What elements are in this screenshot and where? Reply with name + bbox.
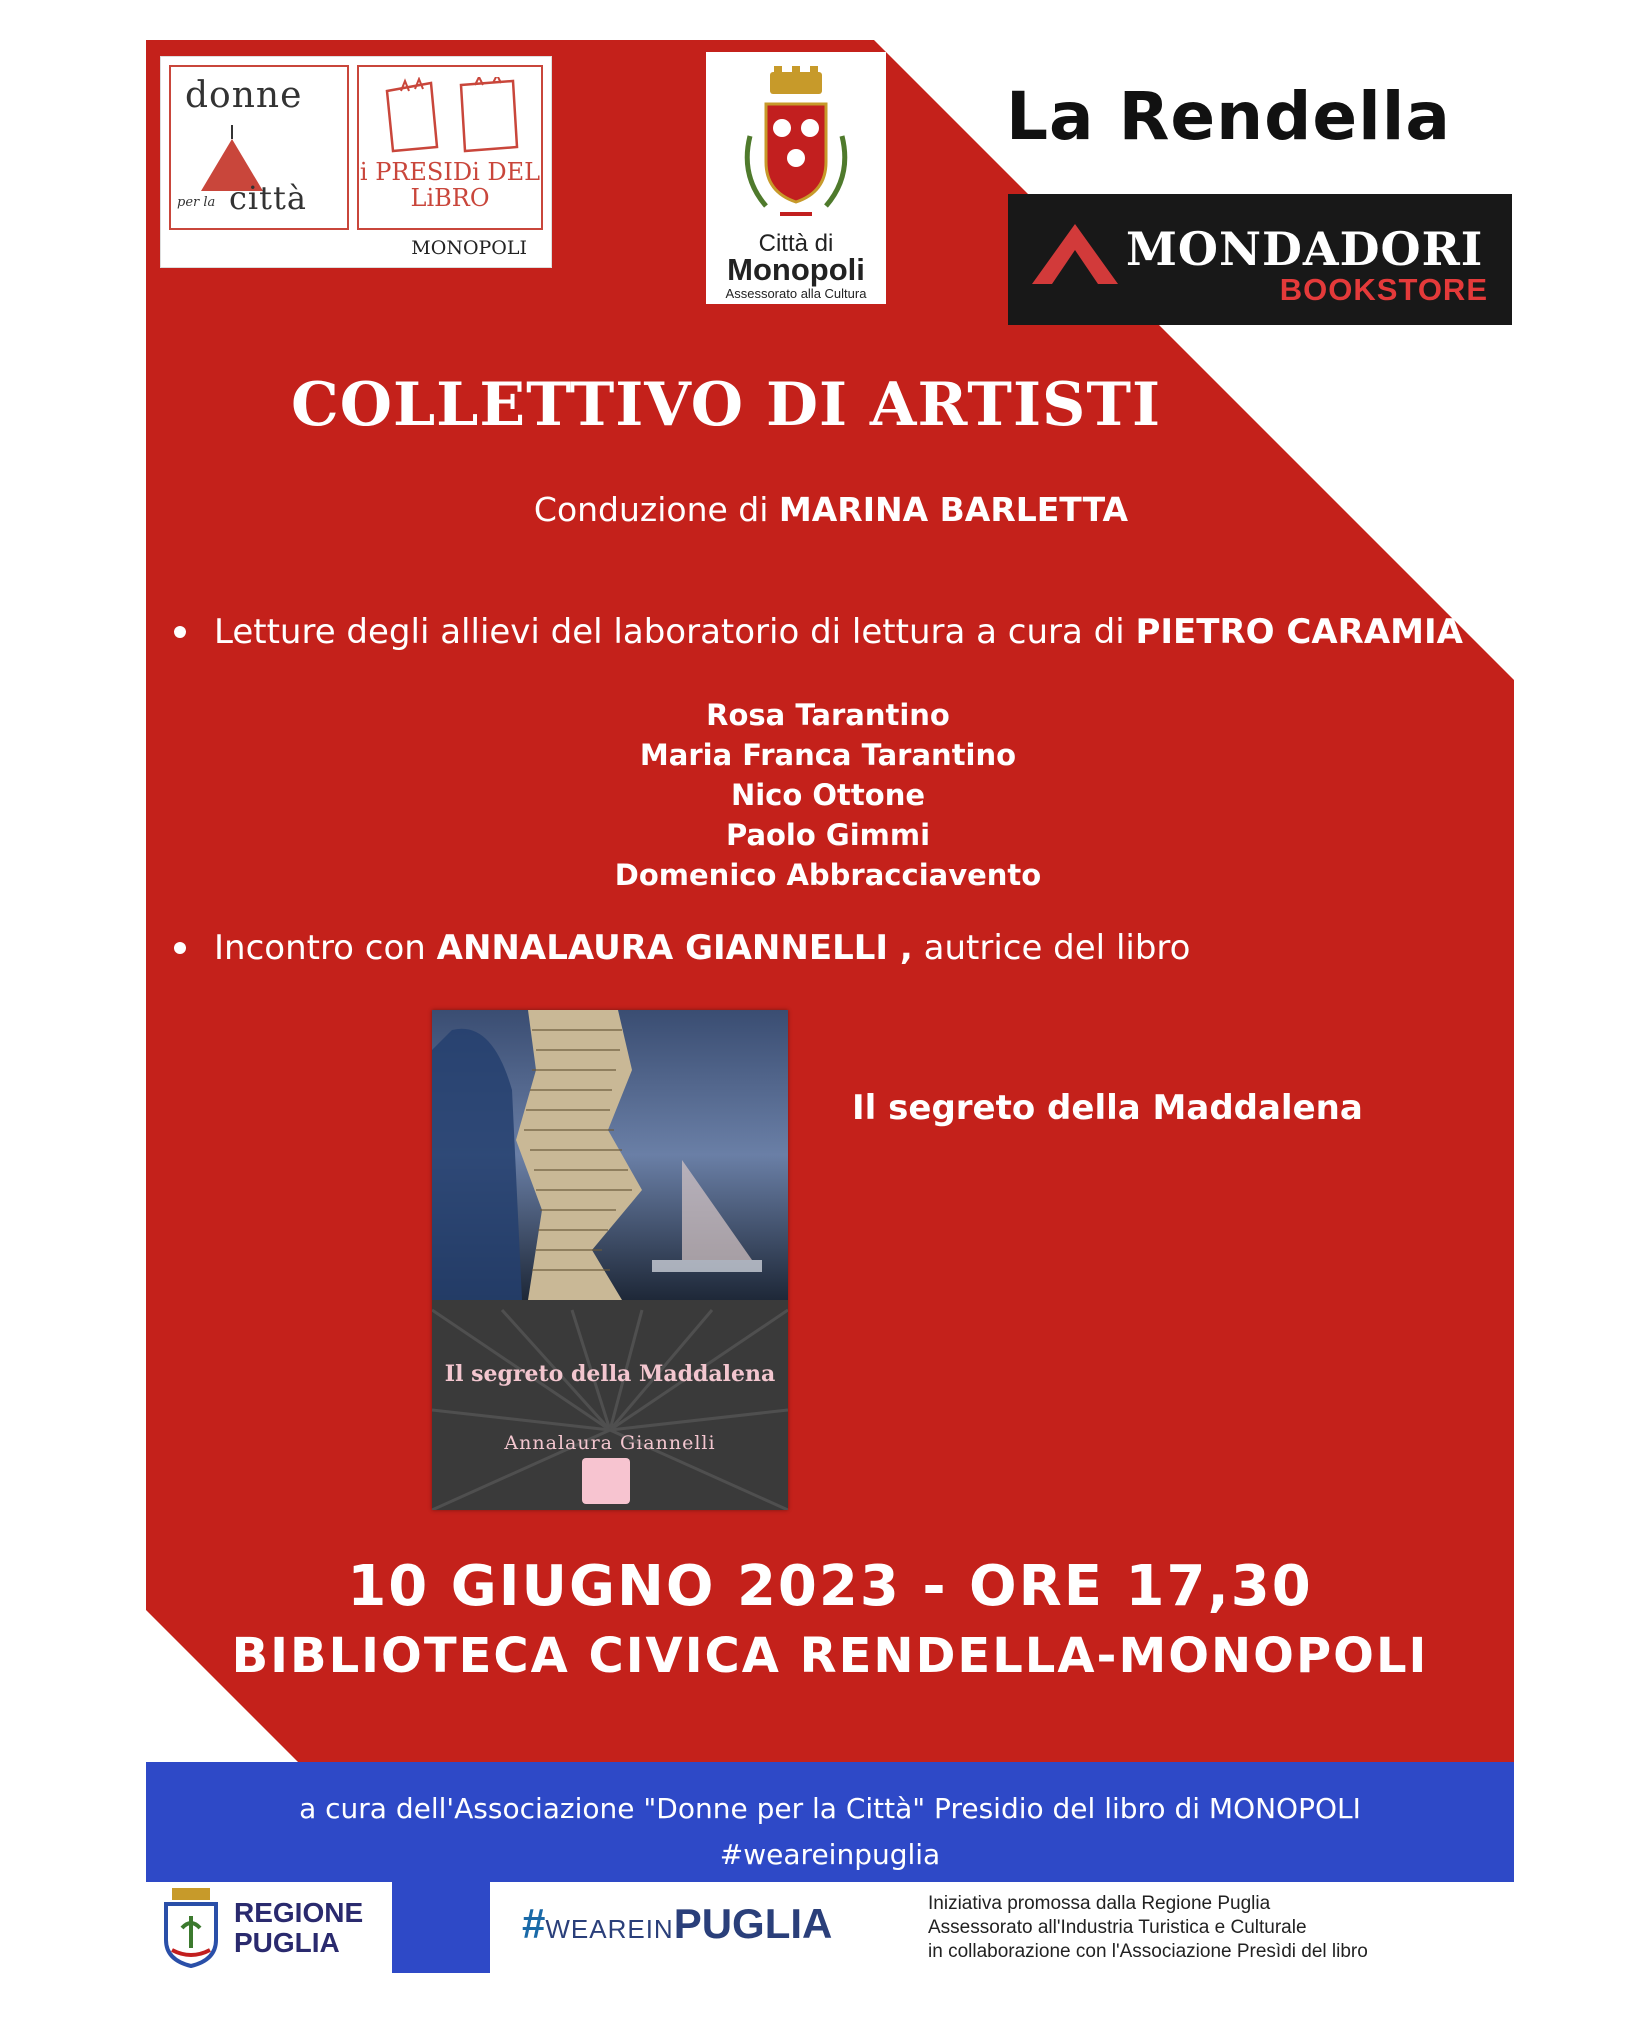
book-cover <box>432 1010 788 1510</box>
student-name: Rosa Tarantino <box>706 698 950 732</box>
event-date: 10 GIUGNO 2023 - ORE 17,30 <box>347 1554 1313 1619</box>
monopoli-caption: MONOPOLI <box>411 237 527 259</box>
weareinpuglia-banner <box>490 1882 1514 1973</box>
book-cover-title: Il segreto della Maddalena <box>444 1361 776 1387</box>
incontro-suffix: autrice del libro <box>923 928 1191 968</box>
footer-band <box>146 1762 1514 1973</box>
footer-hashtag: #weareinpuglia <box>719 1838 941 1871</box>
la-rendella-logo: La Rendella <box>1006 78 1451 155</box>
regione-puglia-logo <box>146 1882 392 1973</box>
initiative-note <box>928 1892 1368 1964</box>
assessorato-text: Assessorato alla Cultura <box>725 286 867 301</box>
hash-symbol: # <box>522 1900 546 1947</box>
event-place: BIBLIOTECA CIVICA RENDELLA-MONOPOLI <box>231 1628 1429 1684</box>
initiative-line: in collaborazione con l'Associazione Presìdi del libro <box>928 1941 1368 1962</box>
footer-credit: a cura dell'Associazione "Donne per la Città" Presidio del libro di MONOPOLI <box>299 1792 1361 1825</box>
citta-word: città <box>229 179 307 217</box>
coat-of-arms-icon <box>736 66 856 226</box>
donne-per-la-citta-logo <box>160 56 552 268</box>
event-title: COLLETTIVO DI ARTISTI <box>290 370 1162 440</box>
presidi-del-libro-text: i PRESIDi DEL LiBRO <box>359 158 541 212</box>
publisher-logo-icon <box>582 1458 630 1504</box>
per-la-word: per la <box>177 195 216 210</box>
puglia-brand: PUGLIA <box>673 1900 833 1947</box>
regione-puglia-text <box>234 1898 363 1958</box>
conduzione-line <box>146 490 1514 529</box>
citta-di-text: Città di <box>758 230 834 257</box>
bullet-icon <box>174 626 186 638</box>
mondadori-bookstore-logo <box>1008 194 1512 325</box>
weare-word: WEAREIN <box>545 1914 674 1944</box>
student-name: Nico Ottone <box>730 778 926 812</box>
incontro-prefix: Incontro con <box>214 928 426 968</box>
author-name: ANNALAURA GIANNELLI , <box>436 928 913 968</box>
regione-crest-icon <box>160 1888 222 1968</box>
bookstore-text: BOOKSTORE <box>1279 272 1488 307</box>
student-name: Maria Franca Tarantino <box>639 738 1017 772</box>
monopoli-text: Monopoli <box>727 252 865 287</box>
initiative-line: Assessorato all'Industria Turistica e Culturale <box>928 1917 1307 1938</box>
puglia-word: PUGLIA <box>234 1927 340 1958</box>
bullet-icon <box>174 942 186 954</box>
books-icon <box>377 77 527 155</box>
book-title-label: Il segreto della Maddalena <box>852 1088 1363 1128</box>
conduzione-name: MARINA BARLETTA <box>778 490 1129 529</box>
regione-word: REGIONE <box>234 1897 364 1928</box>
students-list <box>146 695 1510 895</box>
book-cover-author: Annalaura Giannelli <box>504 1432 716 1454</box>
letture-name: PIETRO CARAMIA <box>1135 612 1463 652</box>
initiative-line: Iniziativa promossa dalla Regione Puglia <box>928 1893 1271 1914</box>
donne-word: donne <box>185 75 303 116</box>
letture-text: Letture degli allievi del laboratorio di lettura a cura di <box>214 612 1125 652</box>
letture-bullet <box>214 612 1463 652</box>
citta-di-monopoli-logo <box>706 52 886 304</box>
student-name: Paolo Gimmi <box>725 818 931 852</box>
event-poster <box>146 40 1514 1973</box>
student-name: Domenico Abbracciavento <box>614 858 1042 892</box>
incontro-bullet <box>214 928 1190 968</box>
donne-logo-frame <box>169 65 349 230</box>
presidi-logo-frame <box>357 65 543 230</box>
conduzione-prefix: Conduzione di <box>533 490 769 529</box>
mondadori-name: MONDADORI <box>1126 222 1484 276</box>
weareinpuglia-logo <box>522 1900 832 1948</box>
